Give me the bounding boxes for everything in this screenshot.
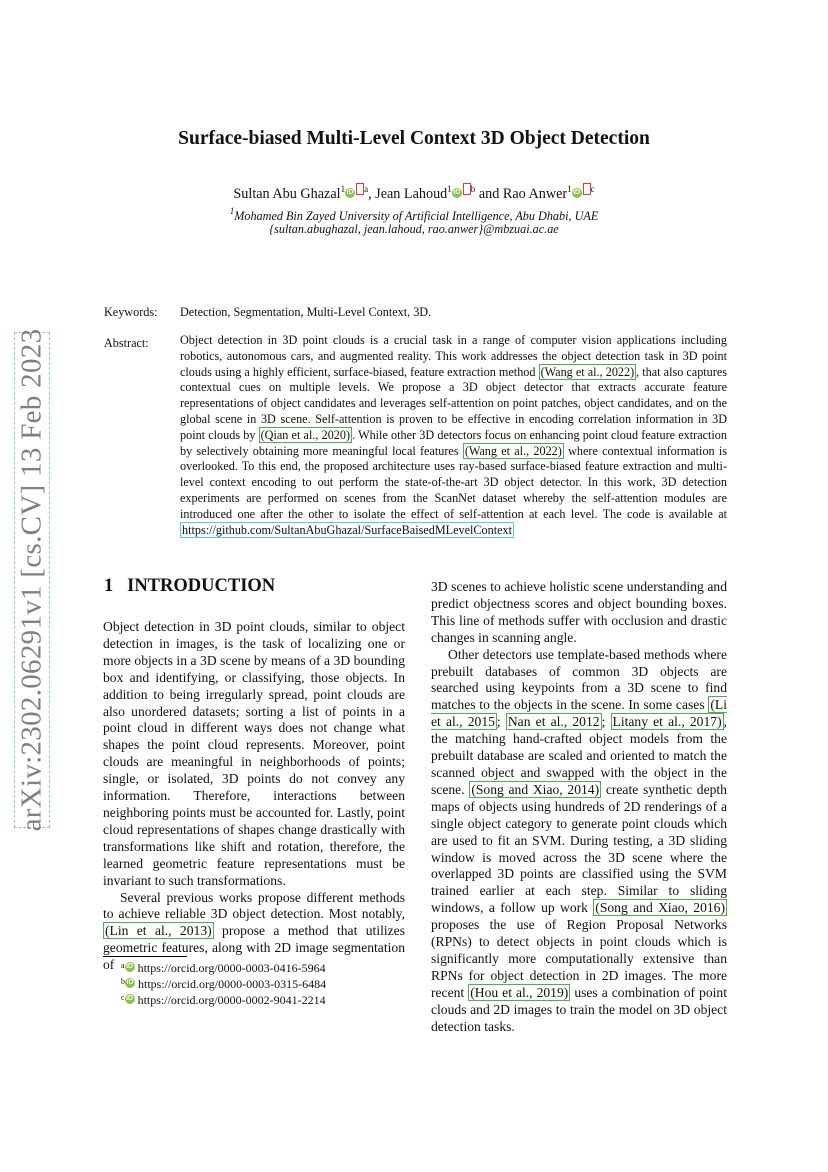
footnote-link-box[interactable] [583,183,591,195]
orcid-icon: iD [126,963,134,970]
author-name: Sultan Abu Ghazal [233,186,341,202]
affiliation: $^1$Mohamed Bin Zayed University of Artificial Intelligence, Abu Dhabi, UAE [229,206,599,223]
author-list: Sultan Abu Ghazal$^1$ iD $^a$, Jean Lahoud$^1$ iD $^b$ and Rao Anwer$^1$ iD $^c$ [233,184,595,202]
keywords-text: Detection, Segmentation, Multi-Level Context, 3D. [180,305,432,319]
paragraph: Object detection in 3D point clouds, similar to object detection in images, is the task of localizing one or more objects in a 3D scene by means of a 3D bounding box and identifying, or classifying, those objects. In addition to being irregularly spread, point clouds are also unordered datasets; sorting a list of points in a point cloud in different ways does not change what shapes the point cloud represents. Moreover, point clouds are meaningful in neighborhoods of points; single, or isolated, 3D points do not convey any information. Therefore, interactions between neighboring points must be accounted for. Lastly, point cloud representations of shapes change drastically with transformations like shift and rotation, therefore, the learned geometric feature representations must be invariant to such transformations. [103,619,405,888]
left-column [103,619,405,974]
arxiv-id[interactable]: arXiv:2302.06291v1 [cs.CV] 13 Feb 2023 [15,328,48,832]
paragraph: Several previous works propose different methods to achieve reliable 3D object detection. Most notably, (Lin et al., 2013) propose a method that utilizes geometric features, along with 2D image segmentation of [103,889,406,973]
footnote-link-box[interactable] [356,183,364,195]
footnote: $^b$ iD https://orcid.org/0000-0003-0315-6484 [121,977,327,991]
orcid-icon: iD [126,979,134,986]
paper-title: Surface-biased Multi-Level Context 3D Object Detection [178,128,650,149]
citation-link[interactable]: Nan et al., 2012 [507,714,600,730]
citation-link[interactable]: (Song and Xiao, 2016) [595,900,725,916]
footnote: $^c$ iD https://orcid.org/0000-0002-9041-2214 [121,993,326,1007]
orcid-icon[interactable]: iD [346,189,354,196]
paragraph: Other detectors use template-based methods where prebuilt databases of common 3D objects are searched using keypoints from a 3D scene to find matches to the objects in the scene. In some cases (Li et al., 2015 ; Nan et al., 2012 ; Litany et al., 2017) , the matching hand-crafted object models from the prebuilt database are scaled and oriented to match the scanned object and swapped with the object in the scene. (Song and Xiao, 2014) create synthetic depth maps of objects using hundreds of 2D renderings of a single object category to generate point clouds which are used to fit an SVM. During testing, a 3D sliding window is moved across the 3D scene where the overlapped 3D points are classified using the SVM trained earlier at each step. Similar to sliding windows, a follow up work (Song and Xiao, 2016) proposes the use of Region Proposal Networks (RPNs) to detect objects in point clouds which is significantly more computationally extensive than RPNs for object detection in 2D images. The more recent (Hou et al., 2019) uses a combination of point clouds and 2D images to train the model on 3D object detection tasks. [431,646,728,1034]
citation-link[interactable]: (Lin et al., 2013) [105,923,212,939]
abstract-label: Abstract: [104,336,149,350]
footnote-divider [103,956,187,957]
author-name: Rao Anwer [502,186,568,202]
abstract-text: Object detection in 3D point clouds is a crucial task in a range of computer vision applications including robotics, autonomous cars, and augmented reality. This work addresses the object detection task in 3D point clouds using a highly efficient, surface-biased, feature extraction method (Wang et al., 2022) , that also captures contextual cues on multiple levels. We propose a 3D object detector that extracts accurate feature representations of object candidates and leverages self-attention on point patches, object candidates, and on the global scene in 3D scene. Self-attention is proven to be effective in encoding correlation information in 3D point clouds by (Qian et al., 2020) . While other 3D detectors focus on enhancing point cloud feature extraction by selectively obtaining more meaningful local features (Wang et al., 2022) where contextual information is overlooked. To this end, the proposed architecture uses ray-based surface-biased feature extraction and multi-level context encoding to out perform the state-of-the-art 3D object detector. In this work, 3D detection experiments are performed on scenes from the ScanNet dataset whereby the self-attention modules are introduced one after the other to isolate the effect of self-attention at each level. The code is available at https://github.com/SultanAbuGhazal/SurfaceBaisedMLevelContext [180,333,728,537]
author-emails: {sultan.abughazal, jean.lahoud, rao.anwer}@mbzuai.ac.ae [269,222,559,236]
section-heading: 1 INTRODUCTION [104,576,276,596]
orcid-link[interactable]: https://orcid.org/0000-0003-0315-6484 [138,977,327,991]
right-column [431,579,727,1035]
arxiv-stamp[interactable] [14,328,50,832]
orcid-icon[interactable]: iD [453,189,461,196]
citation-link[interactable]: (Wang et al., 2022) [540,364,635,379]
citation-link[interactable]: (Qian et al., 2020) [260,427,351,442]
footnote-link-box[interactable] [463,183,471,195]
code-url-link[interactable]: https://github.com/SultanAbuGhazal/SurfaceBaisedMLevelContext [182,522,513,537]
citation-link[interactable]: (Hou et al., 2019) [470,984,569,1000]
orcid-icon: iD [126,995,134,1002]
orcid-link[interactable]: https://orcid.org/0000-0002-9041-2214 [137,993,326,1007]
footnote: $^a$ iD https://orcid.org/0000-0003-0416-5964 [121,961,326,975]
citation-link[interactable]: (Song and Xiao, 2014) [471,781,600,797]
citation-link[interactable]: Litany et al., 2017) [612,714,722,730]
orcid-icon[interactable]: iD [573,189,581,196]
paragraph: 3D scenes to achieve holistic scene understanding and predict objectness scores and object bounding boxes. This line of methods suffer with occlusion and drastic changes in scanning angle. [431,579,727,645]
orcid-link[interactable]: https://orcid.org/0000-0003-0416-5964 [137,961,326,975]
citation-link[interactable]: (Li et al., 2015 [431,697,727,730]
author-name: Jean Lahoud [375,186,448,202]
citation-link[interactable]: (Wang et al., 2022) [464,443,562,458]
keywords-label: Keywords: [104,305,158,319]
